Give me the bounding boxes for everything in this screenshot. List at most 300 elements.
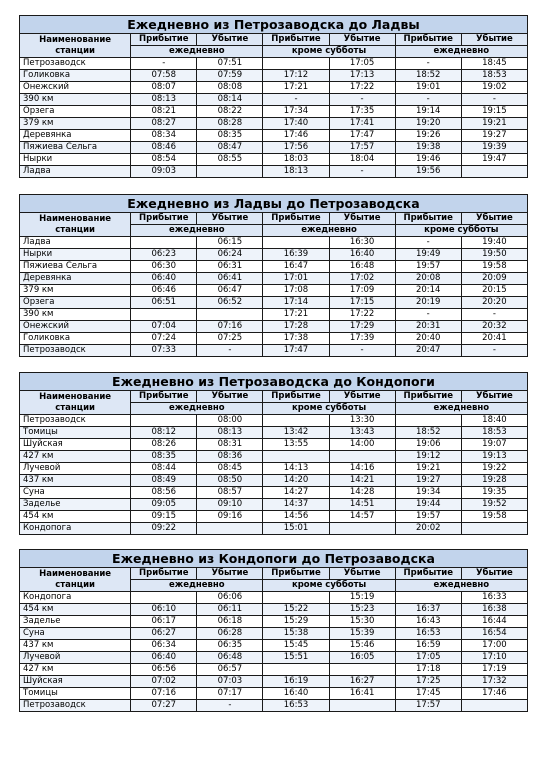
table-row <box>20 628 528 640</box>
table-row <box>20 261 528 273</box>
station-name: Деревянка <box>20 130 131 142</box>
timetable <box>19 372 528 535</box>
table-row <box>20 439 528 451</box>
arrival-column-header: Прибытие <box>131 34 197 46</box>
station-name: Деревянка <box>20 273 131 285</box>
station-name: Нырки <box>20 154 131 166</box>
departure-time <box>329 451 395 463</box>
arrival-time: 16:47 <box>263 261 329 273</box>
arrival-time: - <box>395 58 461 70</box>
arrival-time: 20:08 <box>395 273 461 285</box>
departure-time: 07:17 <box>197 688 263 700</box>
table-row <box>20 285 528 297</box>
departure-time: 09:10 <box>197 499 263 511</box>
departure-time: 08:28 <box>197 118 263 130</box>
arrival-column-header: Прибытие <box>395 213 461 225</box>
table-row <box>20 475 528 487</box>
station-name: Шуйская <box>20 439 131 451</box>
station-name: 379 км <box>20 285 131 297</box>
station-column-header: Наименование станции <box>20 34 131 58</box>
timetable-title-row <box>20 550 528 568</box>
arrival-column-header: Прибытие <box>263 213 329 225</box>
table-row <box>20 118 528 130</box>
arrival-time: 16:19 <box>263 676 329 688</box>
departure-time: 17:47 <box>329 130 395 142</box>
arrival-time: 14:56 <box>263 511 329 523</box>
departure-time <box>461 700 527 712</box>
arrival-time: 14:27 <box>263 487 329 499</box>
arrival-time: 19:14 <box>395 106 461 118</box>
arrival-time: 15:45 <box>263 640 329 652</box>
departure-column-header: Убытие <box>197 391 263 403</box>
arrival-time: 19:56 <box>395 166 461 178</box>
departure-time: 19:35 <box>461 487 527 499</box>
departure-time: 08:35 <box>197 130 263 142</box>
schedule-group-label: ежедневно <box>263 225 395 237</box>
table-row <box>20 70 528 82</box>
departure-time: 20:41 <box>461 333 527 345</box>
departure-time: - <box>461 345 527 357</box>
arrival-time: 07:16 <box>131 688 197 700</box>
station-name: 390 км <box>20 94 131 106</box>
station-name: Петрозаводск <box>20 345 131 357</box>
departure-time: 17:32 <box>461 676 527 688</box>
station-name: Заделье <box>20 616 131 628</box>
arrival-time: 17:40 <box>263 118 329 130</box>
table-row <box>20 58 528 70</box>
arrival-time: 16:40 <box>263 688 329 700</box>
departure-time: 06:52 <box>197 297 263 309</box>
departure-time: 19:15 <box>461 106 527 118</box>
table-row <box>20 106 528 118</box>
arrival-time <box>131 237 197 249</box>
departure-time <box>197 166 263 178</box>
departure-time: 19:13 <box>461 451 527 463</box>
column-header-row <box>20 568 528 580</box>
departure-time: - <box>461 94 527 106</box>
arrival-time <box>131 415 197 427</box>
arrival-time: 19:21 <box>395 463 461 475</box>
schedule-group-label: ежедневно <box>395 46 527 58</box>
departure-column-header: Убытие <box>197 213 263 225</box>
departure-time <box>197 523 263 535</box>
arrival-time <box>395 415 461 427</box>
departure-time: 06:24 <box>197 249 263 261</box>
arrival-column-header: Прибытие <box>131 568 197 580</box>
table-row <box>20 273 528 285</box>
arrival-time: 19:01 <box>395 82 461 94</box>
arrival-time: 06:27 <box>131 628 197 640</box>
timetable-title: Ежедневно из Петрозаводска до Кондопоги <box>20 373 528 391</box>
departure-time: - <box>197 700 263 712</box>
table-row <box>20 249 528 261</box>
station-name: 454 км <box>20 511 131 523</box>
arrival-time: 19:49 <box>395 249 461 261</box>
arrival-time: 19:26 <box>395 130 461 142</box>
station-name: 454 км <box>20 604 131 616</box>
departure-time: 19:58 <box>461 261 527 273</box>
arrival-time: - <box>395 309 461 321</box>
schedule-group-label: ежедневно <box>131 225 263 237</box>
arrival-time: 18:52 <box>395 427 461 439</box>
arrival-time: 18:13 <box>263 166 329 178</box>
arrival-time: 15:51 <box>263 652 329 664</box>
station-name: Лучевой <box>20 652 131 664</box>
station-name: Онежский <box>20 82 131 94</box>
arrival-time: 19:57 <box>395 511 461 523</box>
departure-time: 06:57 <box>197 664 263 676</box>
arrival-time: 20:19 <box>395 297 461 309</box>
arrival-time <box>131 309 197 321</box>
arrival-time: 08:07 <box>131 82 197 94</box>
station-name: 379 км <box>20 118 131 130</box>
departure-time: 08:00 <box>197 415 263 427</box>
schedule-group-label: кроме субботы <box>263 580 395 592</box>
departure-time: 20:20 <box>461 297 527 309</box>
departure-time: 19:50 <box>461 249 527 261</box>
arrival-time: - <box>263 94 329 106</box>
departure-time: 19:22 <box>461 463 527 475</box>
departure-time: 14:28 <box>329 487 395 499</box>
table-row <box>20 451 528 463</box>
table-row <box>20 94 528 106</box>
departure-time: 14:51 <box>329 499 395 511</box>
station-name: 437 км <box>20 640 131 652</box>
arrival-time <box>263 592 329 604</box>
arrival-column-header: Прибытие <box>131 213 197 225</box>
arrival-column-header: Прибытие <box>263 34 329 46</box>
departure-time: 06:11 <box>197 604 263 616</box>
arrival-time: 17:01 <box>263 273 329 285</box>
table-row <box>20 592 528 604</box>
table-row <box>20 664 528 676</box>
table-row <box>20 309 528 321</box>
station-name: Пяжиева Сельга <box>20 142 131 154</box>
station-name: Ладва <box>20 237 131 249</box>
timetable <box>19 549 528 712</box>
schedule-group-label: ежедневно <box>395 580 527 592</box>
arrival-time: 14:20 <box>263 475 329 487</box>
departure-time: 19:21 <box>461 118 527 130</box>
departure-time: 14:57 <box>329 511 395 523</box>
departure-time: 19:07 <box>461 439 527 451</box>
departure-column-header: Убытие <box>329 391 395 403</box>
arrival-time: 08:35 <box>131 451 197 463</box>
departure-time: 07:25 <box>197 333 263 345</box>
arrival-time: 19:57 <box>395 261 461 273</box>
departure-time: 18:45 <box>461 58 527 70</box>
departure-time: 09:16 <box>197 511 263 523</box>
arrival-time: 19:38 <box>395 142 461 154</box>
arrival-time: 15:22 <box>263 604 329 616</box>
arrival-time: 06:34 <box>131 640 197 652</box>
schedule-group-label: кроме субботы <box>263 403 395 415</box>
schedule-group-label: ежедневно <box>395 403 527 415</box>
arrival-time: 08:34 <box>131 130 197 142</box>
arrival-time: 15:38 <box>263 628 329 640</box>
arrival-column-header: Прибытие <box>395 568 461 580</box>
departure-column-header: Убытие <box>329 34 395 46</box>
timetable-title: Ежедневно из Ладвы до Петрозаводска <box>20 195 528 213</box>
arrival-time: 17:47 <box>263 345 329 357</box>
departure-time: 16:38 <box>461 604 527 616</box>
schedule-group-label: кроме субботы <box>395 225 527 237</box>
column-header-row <box>20 213 528 225</box>
arrival-time: 07:27 <box>131 700 197 712</box>
departure-time: 17:13 <box>329 70 395 82</box>
arrival-time: 08:27 <box>131 118 197 130</box>
arrival-time: 17:38 <box>263 333 329 345</box>
arrival-time: 07:24 <box>131 333 197 345</box>
departure-time: 19:40 <box>461 237 527 249</box>
arrival-time: - <box>395 94 461 106</box>
departure-time: 13:30 <box>329 415 395 427</box>
departure-time: 06:41 <box>197 273 263 285</box>
table-row <box>20 415 528 427</box>
departure-time: 16:40 <box>329 249 395 261</box>
station-name: Петрозаводск <box>20 415 131 427</box>
table-row <box>20 604 528 616</box>
departure-time: 17:05 <box>329 58 395 70</box>
arrival-time: 08:12 <box>131 427 197 439</box>
arrival-time: 06:10 <box>131 604 197 616</box>
arrival-time: 07:02 <box>131 676 197 688</box>
timetable <box>19 194 528 357</box>
arrival-time: 19:20 <box>395 118 461 130</box>
station-name: 390 км <box>20 309 131 321</box>
departure-time: 17:39 <box>329 333 395 345</box>
arrival-time: 06:17 <box>131 616 197 628</box>
departure-time: 15:46 <box>329 640 395 652</box>
arrival-column-header: Прибытие <box>395 34 461 46</box>
departure-time: 16:54 <box>461 628 527 640</box>
arrival-time <box>263 58 329 70</box>
arrival-time: 07:58 <box>131 70 197 82</box>
arrival-time: 16:59 <box>395 640 461 652</box>
departure-time: 13:43 <box>329 427 395 439</box>
departure-time: 16:41 <box>329 688 395 700</box>
departure-time <box>197 309 263 321</box>
table-row <box>20 237 528 249</box>
departure-time: 16:48 <box>329 261 395 273</box>
departure-time: 07:59 <box>197 70 263 82</box>
arrival-time: 17:57 <box>395 700 461 712</box>
arrival-column-header: Прибытие <box>395 391 461 403</box>
departure-time: 17:02 <box>329 273 395 285</box>
departure-time: - <box>329 166 395 178</box>
arrival-time: 17:56 <box>263 142 329 154</box>
departure-time <box>329 664 395 676</box>
column-header-row <box>20 391 528 403</box>
table-row <box>20 511 528 523</box>
arrival-time: 17:25 <box>395 676 461 688</box>
station-name: Ладва <box>20 166 131 178</box>
departure-time: 08:36 <box>197 451 263 463</box>
departure-time: 14:21 <box>329 475 395 487</box>
departure-time: 08:13 <box>197 427 263 439</box>
arrival-time: 06:40 <box>131 652 197 664</box>
departure-time: 17:09 <box>329 285 395 297</box>
table-row <box>20 688 528 700</box>
arrival-time: 20:14 <box>395 285 461 297</box>
timetable <box>19 15 528 178</box>
arrival-time: 20:31 <box>395 321 461 333</box>
departure-time: 17:10 <box>461 652 527 664</box>
arrival-time: 18:03 <box>263 154 329 166</box>
departure-time: - <box>461 309 527 321</box>
departure-time: 17:15 <box>329 297 395 309</box>
station-name: Онежский <box>20 321 131 333</box>
arrival-time: 08:26 <box>131 439 197 451</box>
departure-time: 17:22 <box>329 309 395 321</box>
departure-time: 18:40 <box>461 415 527 427</box>
station-name: 427 км <box>20 451 131 463</box>
arrival-time: 16:53 <box>263 700 329 712</box>
timetable-title: Ежедневно из Кондопоги до Петрозаводска <box>20 550 528 568</box>
table-row <box>20 82 528 94</box>
departure-time: 06:35 <box>197 640 263 652</box>
arrival-time <box>395 592 461 604</box>
arrival-time: - <box>395 237 461 249</box>
station-name: Орзега <box>20 106 131 118</box>
departure-time: 08:31 <box>197 439 263 451</box>
arrival-time: 18:52 <box>395 70 461 82</box>
departure-time: 06:18 <box>197 616 263 628</box>
schedule-group-label: ежедневно <box>131 580 263 592</box>
departure-time: 06:48 <box>197 652 263 664</box>
station-name: Заделье <box>20 499 131 511</box>
station-name: 437 км <box>20 475 131 487</box>
departure-time: 18:53 <box>461 70 527 82</box>
departure-column-header: Убытие <box>461 391 527 403</box>
departure-time: 06:15 <box>197 237 263 249</box>
arrival-time: 14:13 <box>263 463 329 475</box>
arrival-time: 17:46 <box>263 130 329 142</box>
arrival-time: 17:21 <box>263 82 329 94</box>
arrival-time: 13:55 <box>263 439 329 451</box>
table-row <box>20 333 528 345</box>
departure-column-header: Убытие <box>329 213 395 225</box>
station-name: 427 км <box>20 664 131 676</box>
departure-column-header: Убытие <box>461 34 527 46</box>
station-name: Суна <box>20 487 131 499</box>
departure-time: 15:19 <box>329 592 395 604</box>
station-name: Пяжиева Сельга <box>20 261 131 273</box>
arrival-time: 08:46 <box>131 142 197 154</box>
arrival-time: 06:40 <box>131 273 197 285</box>
schedule-group-label: ежедневно <box>131 403 263 415</box>
table-row <box>20 154 528 166</box>
arrival-time: 20:47 <box>395 345 461 357</box>
departure-time: 16:33 <box>461 592 527 604</box>
departure-time: 19:02 <box>461 82 527 94</box>
arrival-time: 17:18 <box>395 664 461 676</box>
arrival-time: 06:56 <box>131 664 197 676</box>
arrival-time <box>263 415 329 427</box>
arrival-time: 17:45 <box>395 688 461 700</box>
timetable-title-row <box>20 16 528 34</box>
departure-time: 07:51 <box>197 58 263 70</box>
departure-time <box>329 700 395 712</box>
column-header-row <box>20 34 528 46</box>
arrival-time: 19:46 <box>395 154 461 166</box>
table-row <box>20 700 528 712</box>
arrival-time: 19:44 <box>395 499 461 511</box>
arrival-time: 17:34 <box>263 106 329 118</box>
arrival-time: 16:39 <box>263 249 329 261</box>
table-row <box>20 487 528 499</box>
departure-time: 16:30 <box>329 237 395 249</box>
arrival-time: 08:54 <box>131 154 197 166</box>
departure-time: 07:03 <box>197 676 263 688</box>
departure-time: 20:32 <box>461 321 527 333</box>
station-column-header: Наименование станции <box>20 568 131 592</box>
departure-time: 17:00 <box>461 640 527 652</box>
arrival-time: 19:12 <box>395 451 461 463</box>
departure-time: 19:28 <box>461 475 527 487</box>
arrival-time: 06:46 <box>131 285 197 297</box>
departure-time: 07:16 <box>197 321 263 333</box>
departure-time: 06:06 <box>197 592 263 604</box>
departure-time: 19:39 <box>461 142 527 154</box>
station-column-header: Наименование станции <box>20 213 131 237</box>
arrival-time: 13:42 <box>263 427 329 439</box>
station-column-header: Наименование станции <box>20 391 131 415</box>
departure-column-header: Убытие <box>197 34 263 46</box>
timetable-title-row <box>20 195 528 213</box>
arrival-time: 09:15 <box>131 511 197 523</box>
station-name: Шуйская <box>20 676 131 688</box>
table-row <box>20 676 528 688</box>
timetable-title: Ежедневно из Петрозаводска до Ладвы <box>20 16 528 34</box>
departure-time <box>461 166 527 178</box>
arrival-time: 19:06 <box>395 439 461 451</box>
station-name: Орзега <box>20 297 131 309</box>
departure-time: 06:31 <box>197 261 263 273</box>
departure-time: 17:41 <box>329 118 395 130</box>
arrival-time: 17:08 <box>263 285 329 297</box>
departure-time: 15:23 <box>329 604 395 616</box>
departure-time: 14:00 <box>329 439 395 451</box>
table-row <box>20 142 528 154</box>
station-name: Лучевой <box>20 463 131 475</box>
arrival-time: 08:21 <box>131 106 197 118</box>
departure-time: 08:14 <box>197 94 263 106</box>
departure-time: 17:19 <box>461 664 527 676</box>
arrival-time: 07:04 <box>131 321 197 333</box>
departure-time: 08:45 <box>197 463 263 475</box>
arrival-time: 17:14 <box>263 297 329 309</box>
arrival-time: 20:02 <box>395 523 461 535</box>
departure-column-header: Убытие <box>461 213 527 225</box>
station-name: Голиковка <box>20 333 131 345</box>
table-row <box>20 130 528 142</box>
arrival-time: 09:22 <box>131 523 197 535</box>
table-row <box>20 321 528 333</box>
departure-time: 17:57 <box>329 142 395 154</box>
table-row <box>20 523 528 535</box>
table-row <box>20 640 528 652</box>
station-name: Кондопога <box>20 592 131 604</box>
arrival-time: 17:28 <box>263 321 329 333</box>
arrival-time: 06:30 <box>131 261 197 273</box>
departure-time <box>329 523 395 535</box>
table-row <box>20 652 528 664</box>
arrival-column-header: Прибытие <box>131 391 197 403</box>
departure-time: 08:47 <box>197 142 263 154</box>
departure-column-header: Убытие <box>329 568 395 580</box>
arrival-time <box>263 451 329 463</box>
